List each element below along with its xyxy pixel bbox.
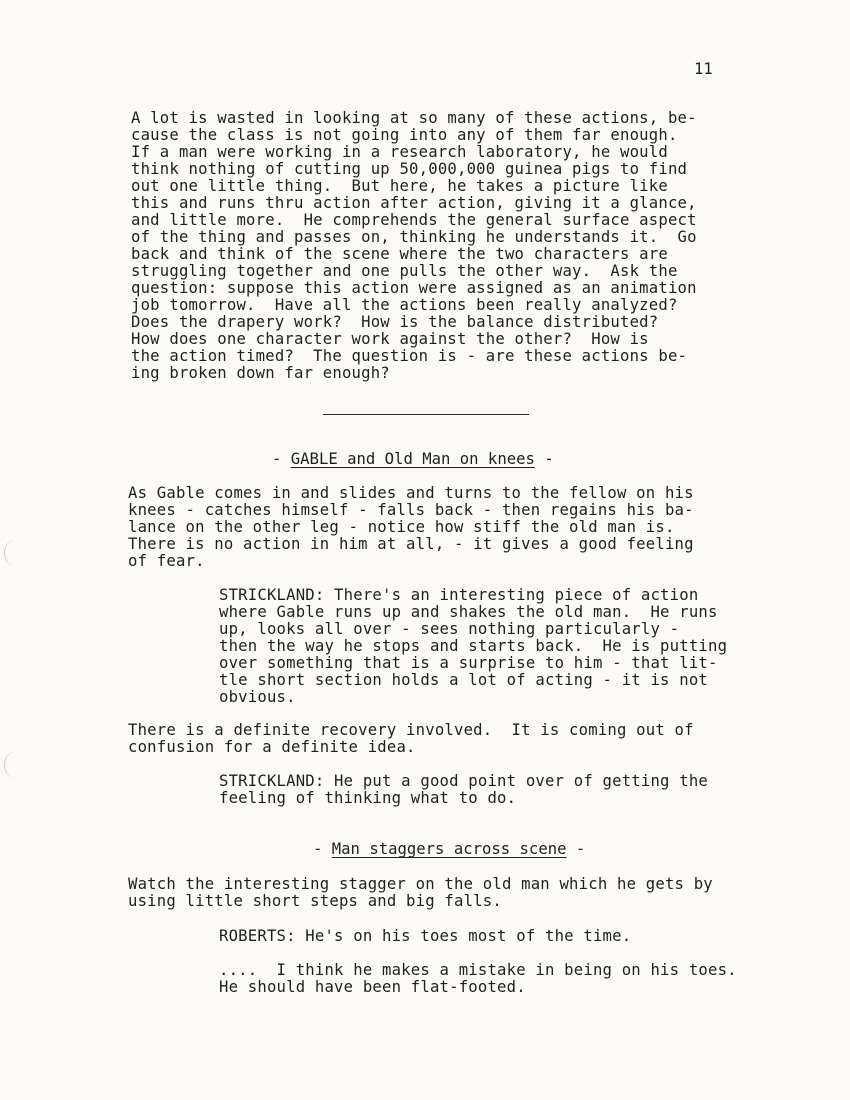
text-line: Does the drapery work? How is the balance distributed? xyxy=(131,313,659,331)
section-heading xyxy=(272,451,554,468)
text-line: As Gable comes in and slides and turns to the fellow on his xyxy=(128,484,694,502)
text-line: struggling together and one pulls the other way. Ask the xyxy=(131,262,678,280)
text-line: and little more. He comprehends the general surface aspect xyxy=(131,211,697,229)
text-line: Watch the interesting stagger on the old man which he gets by xyxy=(128,875,713,893)
text-line: feeling of thinking what to do. xyxy=(219,789,517,807)
text-line: If a man were working in a research laboratory, he would xyxy=(131,143,668,161)
text-line: There is no action in him at all, - it gives a good feeling xyxy=(128,535,694,553)
text-line: A lot is wasted in looking at so many of these actions, be- xyxy=(131,109,697,127)
text-line: then the way he stops and starts back. He is putting xyxy=(219,637,728,655)
text-line: He should have been flat-footed. xyxy=(219,978,526,996)
text-line: tle short section holds a lot of acting - it is not xyxy=(219,671,708,689)
text-line: confusion for a definite idea. xyxy=(128,738,416,756)
text-line: using little short steps and big falls. xyxy=(128,892,502,910)
text-line: of fear. xyxy=(128,552,205,570)
section-divider xyxy=(323,414,529,415)
text-line: There is a definite recovery involved. It is coming out of xyxy=(128,721,694,739)
text-line: STRICKLAND: He put a good point over of getting the xyxy=(219,772,708,790)
punch-hole-mark xyxy=(4,540,25,566)
text-line: STRICKLAND: There's an interesting piece of action xyxy=(219,586,699,604)
text-line: over something that is a surprise to him - that lit- xyxy=(219,654,718,672)
text-line: up, looks all over - sees nothing particularly - xyxy=(219,620,680,638)
text-line: back and think of the scene where the two characters are xyxy=(131,245,668,263)
text-line: where Gable runs up and shakes the old man. He runs xyxy=(219,603,718,621)
page-number: 11 xyxy=(694,60,713,78)
section-heading xyxy=(313,841,585,858)
text-line: job tomorrow. Have all the actions been really analyzed? xyxy=(131,296,678,314)
heading-text: GABLE and Old Man on knees xyxy=(290,450,535,468)
text-line: out one little thing. But here, he takes a picture like xyxy=(131,177,668,195)
text-line: knees - catches himself - falls back - then regains his ba- xyxy=(128,501,694,519)
text-line: .... I think he makes a mistake in being on his toes. xyxy=(219,961,737,979)
text-line: cause the class is not going into any of them far enough. xyxy=(131,126,678,144)
text-line: question: suppose this action were assigned as an animation xyxy=(131,279,697,297)
text-line: think nothing of cutting up 50,000,000 guinea pigs to find xyxy=(131,160,688,178)
text-line: obvious. xyxy=(219,688,296,706)
roberts-comment: ROBERTS: He's on his toes most of the time. xyxy=(219,927,632,945)
text-line: lance on the other leg - notice how stiff the old man is. xyxy=(128,518,675,536)
text-line: of the thing and passes on, thinking he understands it. Go xyxy=(131,228,697,246)
heading-suffix: - xyxy=(566,840,586,858)
text-line: the action timed? The question is - are these actions be- xyxy=(131,347,688,365)
heading-text: Man staggers across scene xyxy=(331,840,567,858)
heading-prefix: - xyxy=(313,840,332,858)
text-line: ing broken down far enough? xyxy=(131,364,390,382)
punch-hole-mark xyxy=(4,752,25,778)
heading-suffix: - xyxy=(534,450,554,468)
text-line: How does one character work against the other? How is xyxy=(131,330,649,348)
heading-prefix: - xyxy=(272,450,291,468)
text-line: this and runs thru action after action, giving it a glance, xyxy=(131,194,697,212)
